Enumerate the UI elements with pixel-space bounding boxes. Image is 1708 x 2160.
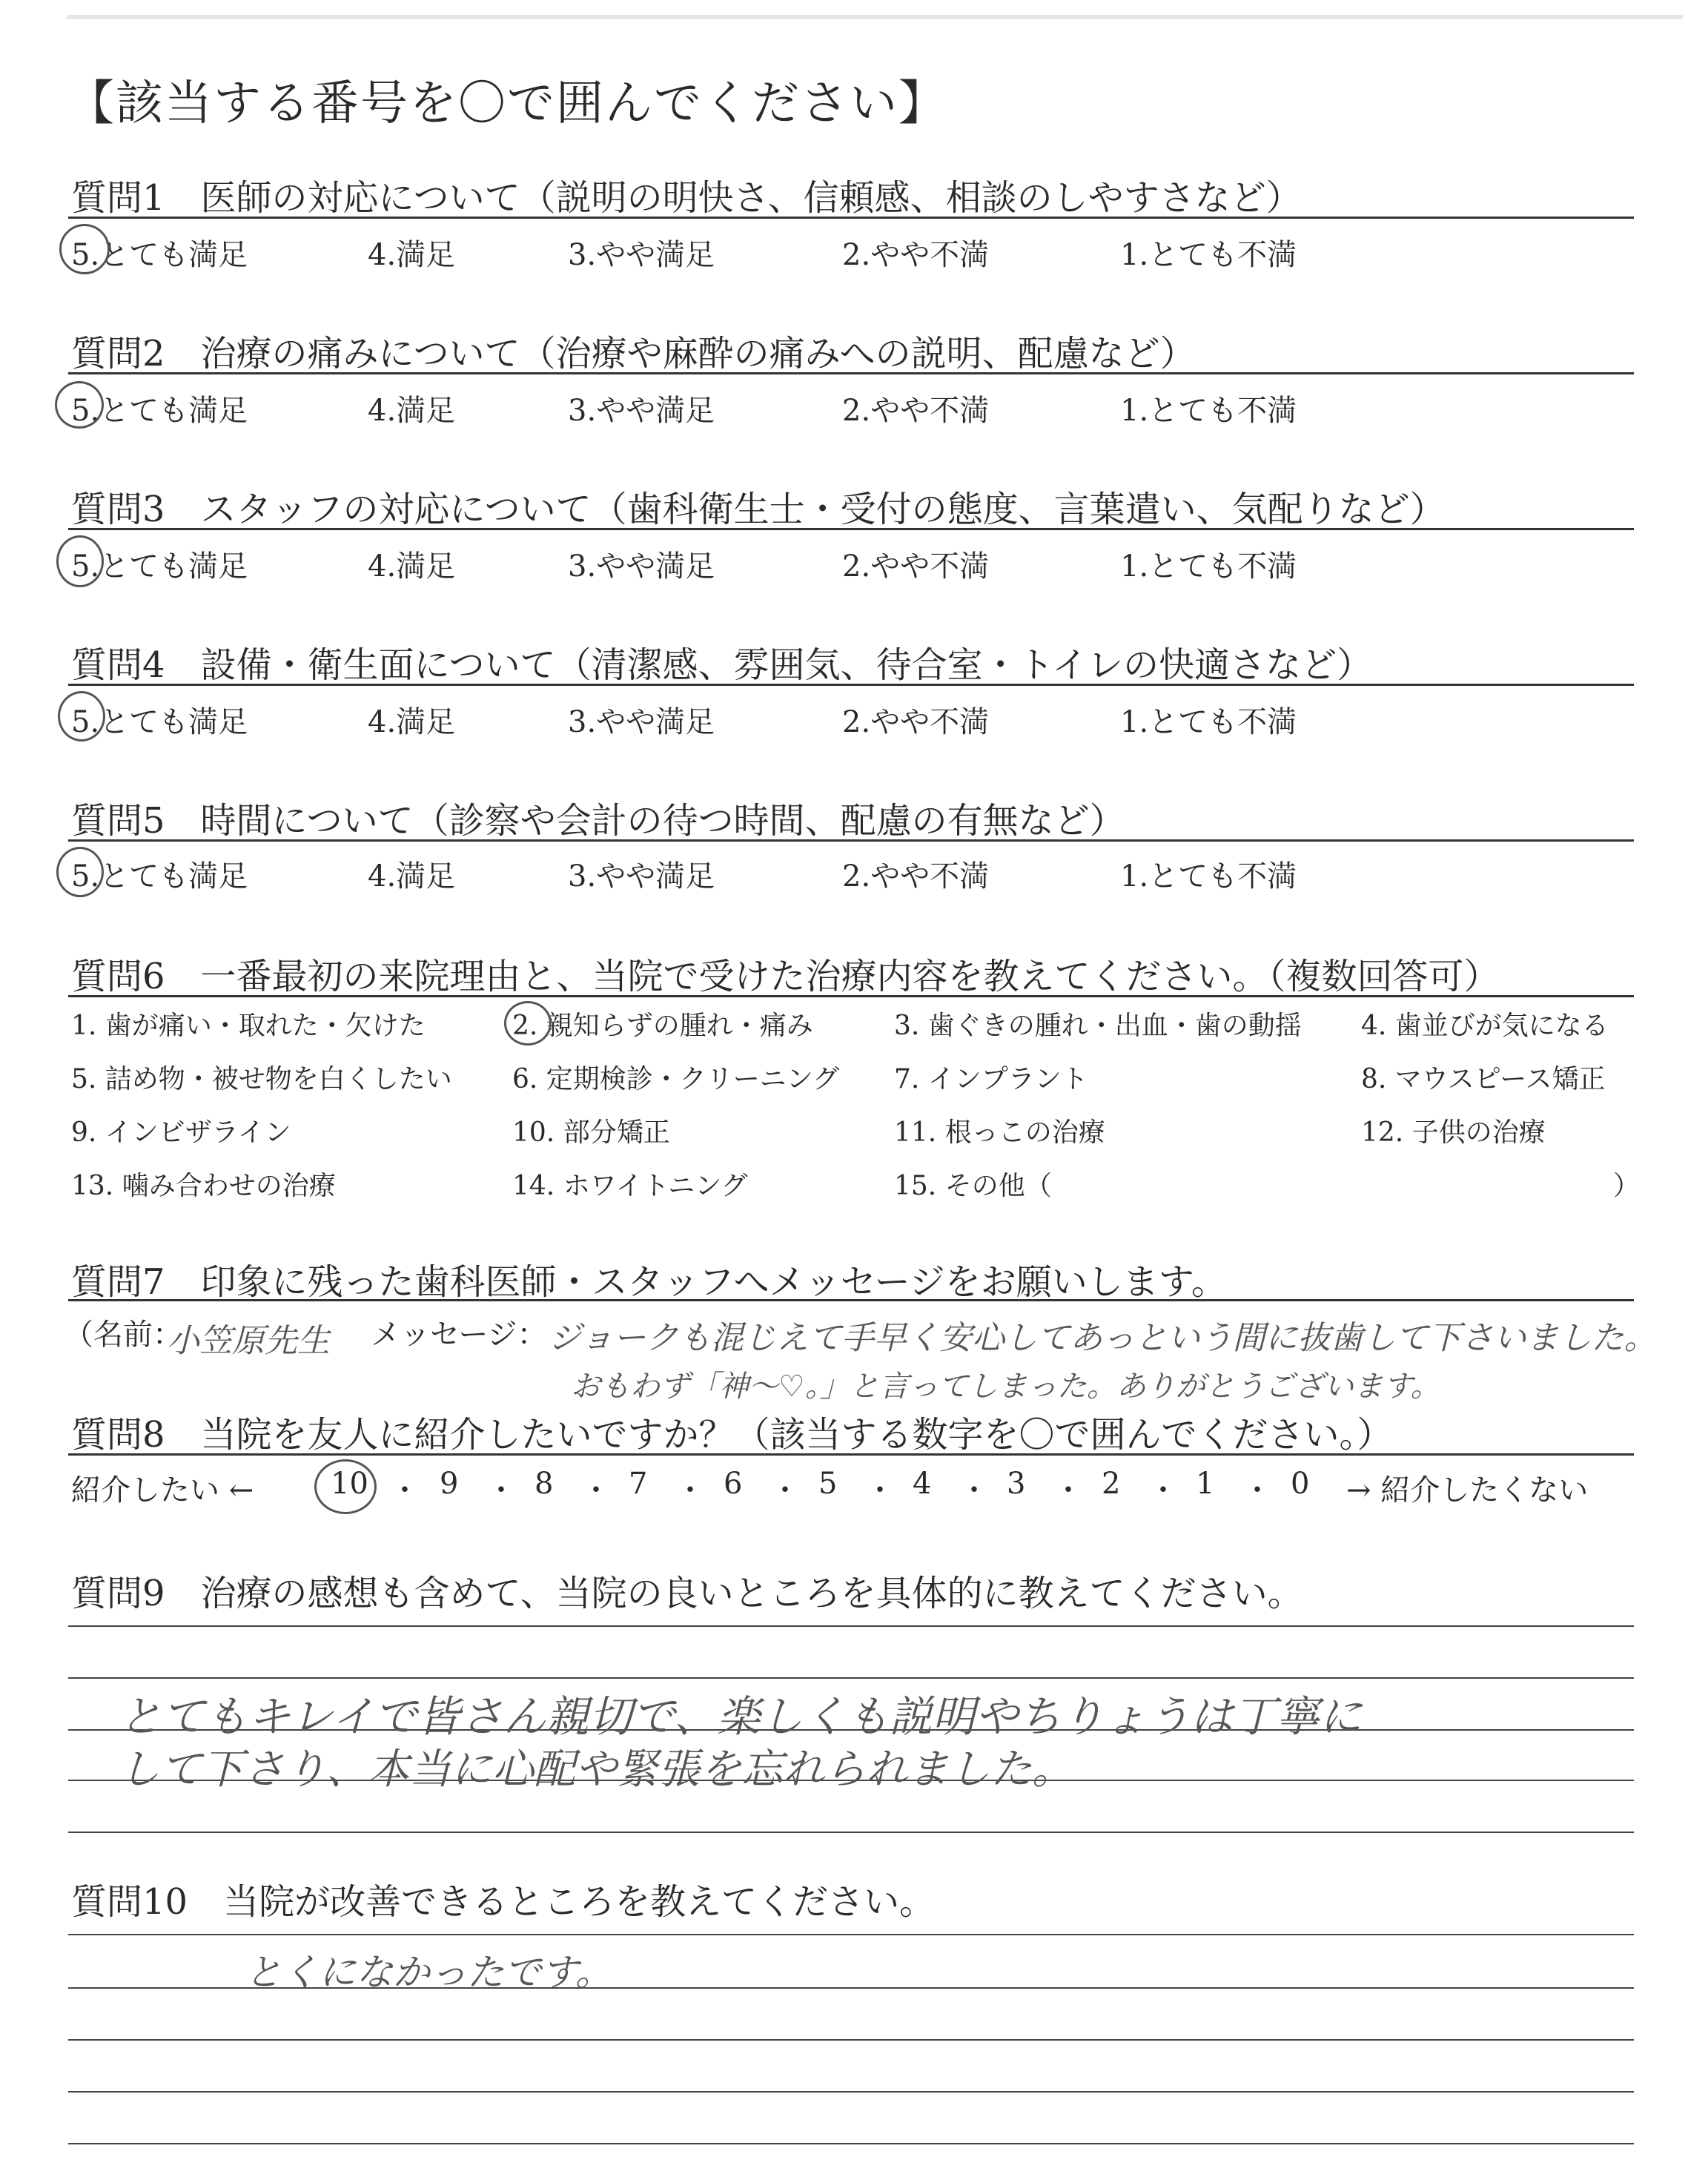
question-7-rule: [68, 1299, 1634, 1301]
scale-value[interactable]: 6: [724, 1467, 743, 1501]
scale-value[interactable]: 10: [331, 1467, 368, 1501]
question-4-rule: [68, 684, 1634, 686]
list-item[interactable]: 11. 根っこの治療: [894, 1117, 1105, 1148]
form-header: 【該当する番号を〇で囲んでください】: [67, 76, 947, 131]
scale-dot: ・: [1148, 1473, 1178, 1507]
option-5[interactable]: 5.とても満足: [71, 238, 248, 272]
option-3[interactable]: 3.やや満足: [568, 705, 715, 739]
scale-value[interactable]: 4: [913, 1467, 932, 1501]
scale-dot: ・: [865, 1473, 895, 1507]
list-item[interactable]: 7. インプラント: [894, 1064, 1088, 1094]
option-4[interactable]: 4.満足: [368, 549, 456, 584]
option-1[interactable]: 1.とても不満: [1120, 238, 1297, 272]
option-5[interactable]: 5.とても満足: [71, 394, 248, 428]
option-3[interactable]: 3.やや満足: [568, 859, 715, 894]
list-item[interactable]: 8. マウスピース矯正: [1361, 1064, 1606, 1094]
scale-value[interactable]: 5: [818, 1467, 838, 1501]
name-label: （名前：: [64, 1318, 182, 1352]
scale-dot: ・: [770, 1473, 800, 1507]
question-1-title: 質問1 医師の対応について（説明の明快さ、信頼感、相談のしやすさなど）: [71, 177, 1302, 219]
list-item[interactable]: 1. 歯が痛い・取れた・欠けた: [71, 1011, 426, 1041]
option-4[interactable]: 4.満足: [368, 705, 456, 739]
scale-dot: ・: [1242, 1473, 1272, 1507]
option-5[interactable]: 5.とても満足: [71, 859, 248, 894]
page-top-edge: [67, 15, 1683, 19]
scale-dot: ・: [581, 1473, 611, 1507]
answer-line: [68, 2143, 1634, 2144]
list-item[interactable]: 14. ホワイトニング: [512, 1171, 748, 1201]
question-7-title: 質問7 印象に残った歯科医師・スタッフへメッセージをお願いします。: [71, 1261, 1227, 1303]
question-1-rule: [68, 217, 1634, 219]
selection-circle: [56, 847, 104, 897]
option-1[interactable]: 1.とても不満: [1120, 549, 1297, 584]
question-5-title: 質問5 時間について（診察や会計の待つ時間、配慮の有無など）: [71, 800, 1125, 842]
list-item-close-paren: ）: [1613, 1171, 1641, 1201]
list-item[interactable]: 3. 歯ぐきの腫れ・出血・歯の動揺: [894, 1011, 1302, 1041]
handwritten-name: 小笠原先生: [167, 1322, 330, 1360]
treatment-list: [71, 1005, 1641, 1227]
option-3[interactable]: 3.やや満足: [568, 549, 715, 584]
answer-line: [68, 1832, 1634, 1833]
scale-dot: ・: [959, 1473, 989, 1507]
option-4[interactable]: 4.満足: [368, 238, 456, 272]
question-6-rule: [68, 995, 1634, 997]
option-3[interactable]: 3.やや満足: [568, 394, 715, 428]
handwritten-answer-line-2: して下さり、本当に心配や緊張を忘れられました。: [119, 1745, 1073, 1794]
question-4-title: 質問4 設備・衛生面について（清潔感、雰囲気、待合室・トイレの快適さなど）: [71, 644, 1373, 686]
scale-value[interactable]: 2: [1102, 1467, 1121, 1501]
question-6-title: 質問6 一番最初の来院理由と、当院で受けた治療内容を教えてください。（複数回答可）: [71, 956, 1500, 997]
list-item[interactable]: 5. 詰め物・被せ物を白くしたい: [71, 1064, 452, 1094]
option-1[interactable]: 1.とても不満: [1120, 394, 1297, 428]
handwritten-answer-q10: とくになかったです。: [245, 1951, 612, 1994]
scale-dot: ・: [675, 1473, 705, 1507]
question-3-title: 質問3 スタッフの対応について（歯科衛生士・受付の態度、言葉遣い、気配りなど）: [71, 489, 1446, 530]
question-9-title: 質問9 治療の感想も含めて、当院の良いところを具体的に教えてください。: [71, 1573, 1303, 1614]
answer-line: [68, 2039, 1634, 2041]
question-10-title: 質問10 当院が改善できるところを教えてください。: [71, 1881, 936, 1923]
list-item[interactable]: 12. 子供の治療: [1361, 1117, 1546, 1148]
scale-dot: ・: [1053, 1473, 1083, 1507]
list-item[interactable]: 13. 噛み合わせの治療: [71, 1171, 336, 1201]
selection-circle: [58, 691, 105, 742]
recommend-scale: [71, 1467, 1635, 1507]
scale-value[interactable]: 7: [629, 1467, 648, 1501]
scale-dot: ・: [486, 1473, 516, 1507]
option-1[interactable]: 1.とても不満: [1120, 705, 1297, 739]
list-item[interactable]: 4. 歯並びが気になる: [1361, 1011, 1609, 1041]
selection-circle: [314, 1459, 377, 1514]
question-8-title: 質問8 当院を友人に紹介したいですか？（該当する数字を〇で囲んでください。）: [71, 1414, 1393, 1456]
list-item[interactable]: 15. その他（: [894, 1171, 1052, 1201]
option-4[interactable]: 4.満足: [368, 394, 456, 428]
option-3[interactable]: 3.やや満足: [568, 238, 715, 272]
answer-line: [68, 1625, 1634, 1627]
scale-left-label: 紹介したい ←: [71, 1473, 254, 1507]
scale-value[interactable]: 0: [1291, 1467, 1310, 1501]
answer-line: [68, 2091, 1634, 2093]
selection-circle: [55, 381, 104, 429]
handwritten-message-line-2: おもわず「神〜♡。」と言ってしまった。ありがとうございます。: [571, 1370, 1440, 1404]
selection-circle: [59, 224, 110, 274]
scale-dot: ・: [390, 1473, 420, 1507]
option-1[interactable]: 1.とても不満: [1120, 859, 1297, 894]
list-item[interactable]: 2. 親知らずの腫れ・痛み: [512, 1011, 813, 1041]
scale-value[interactable]: 3: [1007, 1467, 1026, 1501]
question-2-rule: [68, 372, 1634, 374]
option-2[interactable]: 2.やや不満: [842, 238, 990, 272]
question-3-rule: [68, 528, 1634, 530]
selection-circle: [56, 535, 104, 587]
question-2-title: 質問2 治療の痛みについて（治療や麻酔の痛みへの説明、配慮など）: [71, 333, 1196, 374]
option-2[interactable]: 2.やや不満: [842, 394, 990, 428]
option-2[interactable]: 2.やや不満: [842, 549, 990, 584]
scale-value[interactable]: 1: [1196, 1467, 1215, 1501]
option-5[interactable]: 5.とても満足: [71, 549, 248, 584]
handwritten-message-line-1: ジョークも混じえて手早く安心してあっという間に抜歯して下さいました。: [549, 1319, 1657, 1357]
answer-line: [68, 1934, 1634, 1935]
list-item[interactable]: 10. 部分矯正: [512, 1117, 670, 1148]
option-4[interactable]: 4.満足: [368, 859, 456, 894]
option-5[interactable]: 5.とても満足: [71, 705, 248, 739]
option-2[interactable]: 2.やや不満: [842, 705, 990, 739]
list-item[interactable]: 6. 定期検診・クリーニング: [512, 1064, 840, 1094]
answer-line: [68, 1677, 1634, 1679]
message-label: メッセージ：: [371, 1318, 547, 1352]
selection-circle: [504, 1001, 552, 1046]
option-2[interactable]: 2.やや不満: [842, 859, 990, 894]
list-item[interactable]: 9. インビザライン: [71, 1117, 291, 1148]
scale-value[interactable]: 9: [440, 1467, 459, 1501]
handwritten-answer-line-1: とてもキレイで皆さん親切で、楽しくも説明やちりょうは丁寧に: [119, 1691, 1363, 1742]
question-8-rule: [68, 1453, 1634, 1456]
question-5-rule: [68, 839, 1634, 842]
scale-right-label: → 紹介したくない: [1346, 1473, 1589, 1507]
scale-value[interactable]: 8: [534, 1467, 554, 1501]
